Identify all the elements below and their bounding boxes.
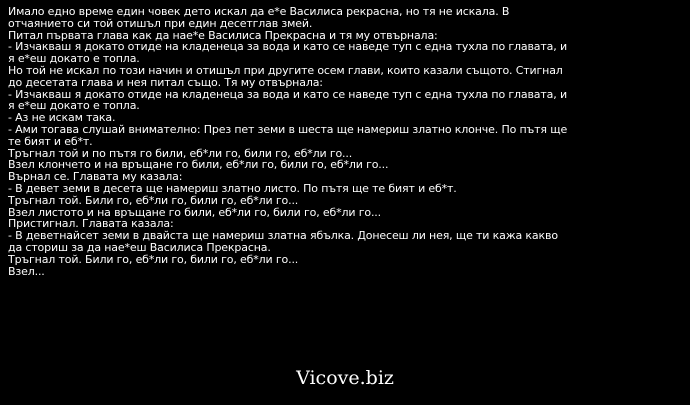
story-line: Взел... (8, 265, 45, 278)
story-text (8, 6, 680, 277)
story-line: Тръгнал той. Били го, еб*ли го, били го, еб*ли го... (8, 253, 299, 266)
story-line: те бият и еб*т. (8, 135, 93, 148)
story-line: Пристигнал. Главата казала: (8, 218, 174, 231)
story-line: отчаянието си той отишъл при един десетглав змей. (8, 17, 313, 30)
story-line: - В деветнайсет земи в двайста ще намериш златна ябълка. Донесеш ли нея, ще ти кажа какво (8, 230, 558, 242)
story-line: да сториш за да нае*еш Василиса Прекрасна. (8, 241, 271, 254)
story-line: - Аз не искам така. (8, 112, 116, 124)
story-line: - Изчакваш я докато отиде на кладенеца за вода и като се наведе туп с една тухла по главата, и (8, 88, 567, 101)
story-line: Тръгнал той и по пътя го били, еб*ли го, били го, еб*ли го... (8, 147, 353, 160)
story-line: я е*еш докато е топла. (8, 100, 140, 113)
story-line: Взел листото и на връщане го били, еб*ли го, били го, еб*ли го... (8, 206, 381, 219)
story-line: - Ами тогава слушай внимателно: През пет земи в шеста ще намериш златно клонче. По пътя ще (8, 123, 568, 136)
story-line: Върнал се. Главата му казала: (8, 171, 183, 183)
site-watermark: Vicove.biz (296, 367, 394, 389)
story-line: Но той не искал по този начин и отишъл при другите осем глави, които казали същото. Стигнал (8, 64, 563, 77)
story-line: Взел клончето и на връщане го били, еб*ли го, били го, еб*ли го... (8, 159, 389, 172)
story-line: - В девет земи в десета ще намериш златно листо. По пътя ще те бият и еб*т. (8, 182, 457, 195)
story-line: до десетата глава и нея питал също. Тя му отвърнала: (8, 76, 323, 89)
story-line: - Изчакваш я докато отиде на кладенеца за вода и като се наведе туп с една тухла по главата, и (8, 41, 567, 54)
story-line: Имало едно време един човек дето искал да е*е Василиса рекрасна, но тя не искала. В (8, 6, 510, 18)
story-line: Тръгнал той. Били го, еб*ли го, били го, еб*ли го... (8, 194, 299, 207)
story-line: Питал първата глава как да нае*е Василиса Прекрасна и тя му отвърнала: (8, 29, 438, 42)
story-line: я е*еш докато е топла. (8, 53, 140, 65)
